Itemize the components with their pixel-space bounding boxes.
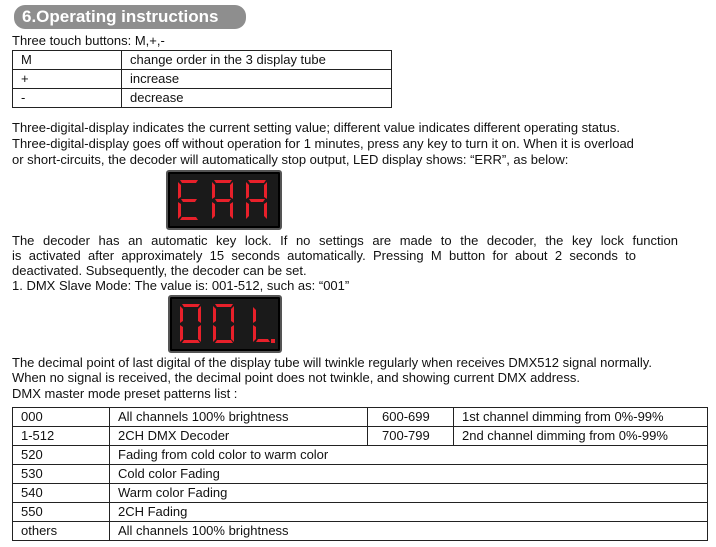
segment [198,306,201,323]
pattern-description: 1st channel dimming from 0%-99% [454,408,708,427]
segment [231,306,234,323]
table-row [13,70,392,89]
segment [231,325,234,342]
segment [253,307,256,323]
segment [256,339,270,342]
segment [246,202,249,219]
segment [212,202,215,219]
segment [248,180,266,183]
pattern-description: 2CH Fading [110,503,708,522]
segment [182,304,200,307]
segment [178,202,181,219]
button-key: - [13,89,122,108]
decimal-point-line-2: When no signal is received, the decimal point does not twinkle, and showing current DMX address. [12,370,580,385]
segment [230,202,233,219]
segment [214,180,232,183]
segment [182,340,200,343]
button-description: increase [122,70,392,89]
segment [264,202,267,219]
segment [246,182,249,199]
segment [180,217,198,220]
led-digits-001 [170,297,280,351]
pattern-code: 000 [13,408,110,427]
segment [178,182,181,199]
table-row [13,408,708,427]
pattern-code: 550 [13,503,110,522]
pattern-code: 530 [13,465,110,484]
led-digits-err [168,172,280,228]
pattern-code: others [13,522,110,541]
led-display-err [166,170,282,230]
decimal-point [271,339,275,343]
segment [213,325,216,342]
table-row [13,503,708,522]
segment [264,182,267,199]
pattern-description: 2CH DMX Decoder [110,427,368,446]
table-row [13,522,708,541]
segment [212,182,215,199]
section-title: 6.Operating instructions [14,5,246,29]
pattern-code: 700-799 [368,427,454,446]
key-lock-line-2: is activated after approximately 15 seconds automatically. Pressing M button for about 2 seconds to [12,248,636,263]
segment [181,199,197,202]
status-paragraph-line-3: or short-circuits, the decoder will automatically stop output, LED display shows: “ERR”, as below: [12,152,569,167]
table-row [13,51,392,70]
table-row [13,484,708,503]
led-display-001 [168,295,282,353]
pattern-code: 520 [13,446,110,465]
pattern-description: Cold color Fading [110,465,708,484]
touch-buttons-table [12,50,392,108]
patterns-list-title: DMX master mode preset patterns list : [12,386,238,401]
dmx-slave-mode: 1. DMX Slave Mode: The value is: 001-512, such as: “001” [12,278,350,293]
table-row [13,427,708,446]
segment [215,199,231,202]
button-key: M [13,51,122,70]
segment [249,199,265,202]
segment [215,340,233,343]
segment [230,182,233,199]
segment [253,325,256,342]
pattern-description: Warm color Fading [110,484,708,503]
status-paragraph-line-1: Three-digital-display indicates the current setting value; different value indicates different operating status. [12,120,620,135]
table-row [13,465,708,484]
pattern-code: 540 [13,484,110,503]
segment [180,325,183,342]
touch-buttons-intro: Three touch buttons: M,+,- [12,33,165,48]
pattern-code: 1-512 [13,427,110,446]
button-description: change order in the 3 display tube [122,51,392,70]
table-row [13,89,392,108]
decimal-point-line-1: The decimal point of last digital of the display tube will twinkle regularly when receives DMX512 signal normally. [12,355,652,370]
pattern-description: All channels 100% brightness [110,522,708,541]
status-paragraph-line-2: Three-digital-display goes off without operation for 1 minutes, press any key to turn it on. When it is overload [12,136,634,151]
segment [215,304,233,307]
key-lock-line-1: The decoder has an automatic key lock. If no settings are made to the decoder, the key lock function [12,233,678,248]
button-key: + [13,70,122,89]
segment [180,306,183,323]
key-lock-line-3: deactivated. Subsequently, the decoder can be set. [12,263,307,278]
segment [180,180,198,183]
pattern-description: All channels 100% brightness [110,408,368,427]
pattern-code: 600-699 [368,408,454,427]
pattern-description: 2nd channel dimming from 0%-99% [454,427,708,446]
button-description: decrease [122,89,392,108]
segment [213,306,216,323]
segment [198,325,201,342]
patterns-table [12,407,708,541]
pattern-description: Fading from cold color to warm color [110,446,708,465]
table-row [13,446,708,465]
